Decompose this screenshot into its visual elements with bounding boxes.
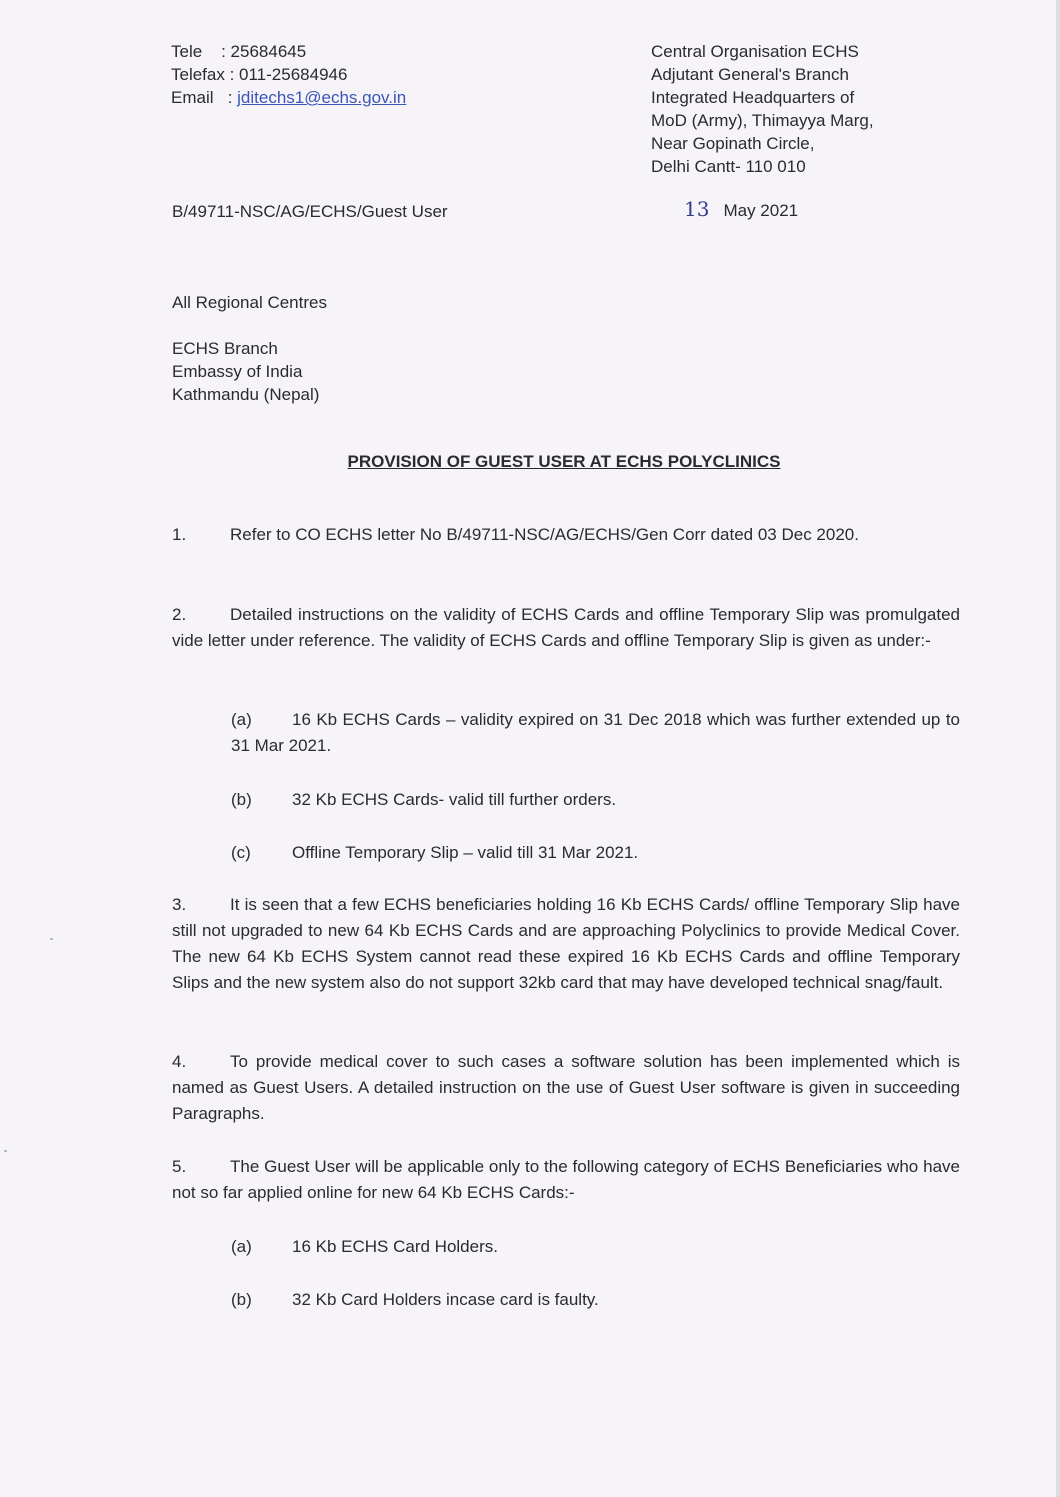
scan-speck [50,938,53,940]
subject-heading [0,452,1060,472]
tele-label: Tele [171,42,203,61]
date-month-year: May 2021 [723,201,799,220]
address-line: Integrated Headquarters of [651,88,855,107]
addressee-line: ECHS Branch [172,339,278,358]
reference-number: B/49711-NSC/AG/ECHS/Guest User [172,202,448,221]
address-line: MoD (Army), Thimayya Marg, [651,111,874,130]
sub-paragraph-2b [231,787,960,813]
paragraph-text: The Guest User will be applicable only to the following category of ECHS Beneficiaries who have not so far applied online for new 64 Kb ECHS Cards:- [172,1157,960,1202]
sub-paragraph-5a [231,1234,960,1260]
paragraph-number: 2. [172,605,187,624]
address-line: Central Organisation ECHS [651,42,859,61]
sub-paragraph-text: 32 Kb ECHS Cards- valid till further orders. [292,790,617,809]
sub-paragraph-text: 16 Kb ECHS Cards – validity expired on 31 Dec 2018 which was further extended up to 31 Mar 2021. [231,710,960,755]
paragraph-number: 5. [172,1157,187,1176]
paragraph-text: Refer to CO ECHS letter No B/49711-NSC/AG/ECHS/Gen Corr dated 03 Dec 2020. [230,525,859,544]
paragraph-text: To provide medical cover to such cases a software solution has been implemented which is named as Guest Users. A detailed instruction on the use of Guest User software is given in succeeding Paragraphs. [172,1052,960,1123]
sub-paragraph-label: (c) [231,843,251,862]
email-separator: : [227,88,233,107]
sub-paragraph-label: (a) [231,710,252,729]
paragraph-5 [172,1154,960,1206]
addressee-line: Embassy of India [172,362,303,381]
subject-text: PROVISION OF GUEST USER AT ECHS POLYCLINICS [347,452,781,471]
addressee-line: Kathmandu (Nepal) [172,385,320,404]
sub-paragraph-label: (b) [231,790,252,809]
sub-paragraph-text: 32 Kb Card Holders incase card is faulty. [292,1290,599,1309]
paragraph-1 [172,522,960,548]
telefax-line: Telefax : 011-25684946 [171,65,348,84]
paragraph-number: 4. [172,1052,187,1071]
address-line: Adjutant General's Branch [651,65,849,84]
email-line [171,86,406,109]
sub-paragraph-2c [231,840,960,866]
paragraph-4 [172,1049,960,1127]
paragraph-3 [172,892,960,996]
scan-edge-shadow [1056,0,1060,1497]
email-link[interactable]: jditechs1@echs.gov.in [237,88,407,107]
email-label: Email [171,88,214,107]
sub-paragraph-text: 16 Kb ECHS Card Holders. [292,1237,498,1256]
contact-block [171,40,406,109]
date-day-handwritten: 13 [684,197,710,221]
paragraph-number: 3. [172,895,187,914]
addressee-regional-centres: All Regional Centres [172,293,327,312]
addressee-echs-branch [172,337,319,406]
sub-paragraph-5b [231,1287,960,1313]
tele-line [171,40,406,63]
paragraph-2 [172,602,960,654]
sub-paragraph-label: (a) [231,1237,252,1256]
address-line: Near Gopinath Circle, [651,134,815,153]
sub-paragraph-2a [231,707,960,759]
organisation-address [651,40,874,178]
tele-value: : 25684645 [221,42,307,61]
address-line: Delhi Cantt- 110 010 [651,157,806,176]
paragraph-number: 1. [172,525,187,544]
paragraph-text: Detailed instructions on the validity of ECHS Cards and offline Temporary Slip was promulgated vide letter under reference. The validity of ECHS Cards and offline Temporary Slip is given as under:- [172,605,960,650]
sub-paragraph-text: Offline Temporary Slip – valid till 31 Mar 2021. [292,843,639,862]
letter-date [684,198,798,222]
scan-speck [4,1150,7,1152]
paragraph-text: It is seen that a few ECHS beneficiaries holding 16 Kb ECHS Cards/ offline Temporary Slip have still not upgraded to new 64 Kb ECHS Cards and are approaching Polyclinics to provide Medical Cover. The new 64 Kb ECHS System cannot read these expired 16 Kb ECHS Cards and offline Temporary Slips and the new system also do not support 32kb card that may have developed technical snag/fault. [172,895,960,992]
sub-paragraph-label: (b) [231,1290,252,1309]
